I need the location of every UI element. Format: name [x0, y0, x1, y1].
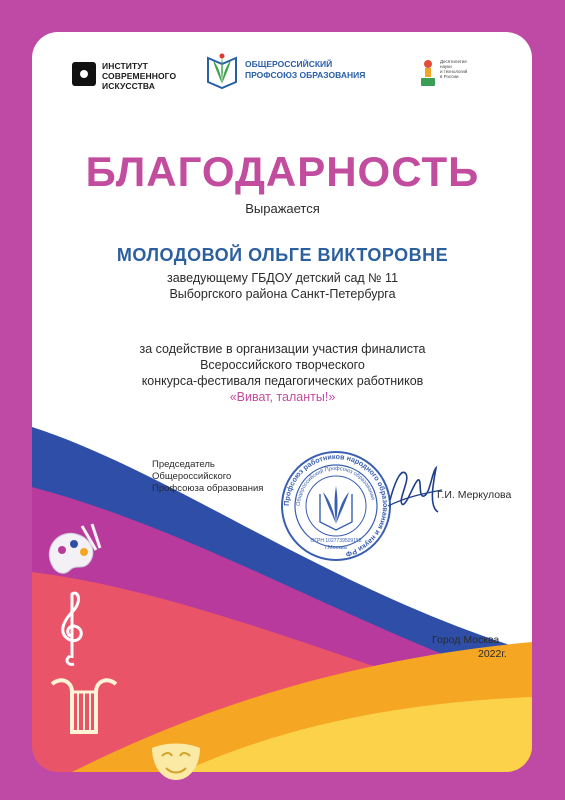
- reason-line: Всероссийского творческого: [200, 358, 365, 372]
- stamp-outer-text: Профсоюз работников народного образования и науки РФ: [281, 451, 391, 559]
- treble-clef-icon: [48, 588, 98, 668]
- institute-logo-line: СОВРЕМЕННОГО: [102, 71, 177, 81]
- stamp-city: г.Москва: [325, 545, 347, 551]
- stamp-ogrn: ОГРН 1027739509158: [310, 538, 362, 544]
- science-decade-line: науки: [440, 64, 452, 69]
- recipient-position: [0, 270, 565, 302]
- signer-role: [152, 459, 292, 495]
- recipient-name: МОЛОДОВОЙ ОЛЬГЕ ВИКТОРОВНЕ: [116, 245, 449, 265]
- handwritten-signature: [384, 460, 444, 520]
- position-line: заведующему ГБДОУ детский сад № 11: [166, 271, 399, 285]
- science-decade-icon: [418, 56, 438, 88]
- reason-line: за содействие в организации участия финалиста: [139, 342, 426, 356]
- union-emblem-icon: [205, 52, 239, 90]
- signer-role-line: Профсоюза образования: [152, 483, 264, 494]
- theater-mask-icon: [148, 742, 204, 782]
- footer-year: 2022г.: [478, 648, 507, 660]
- union-logo-line: ОБЩЕРОССИЙСКИЙ: [245, 59, 333, 69]
- lyre-icon: [42, 672, 122, 742]
- institute-logo-line: ИСКУССТВА: [102, 81, 155, 91]
- union-logo-line: ПРОФСОЮЗ ОБРАЗОВАНИЯ: [245, 69, 366, 80]
- reason-line: конкурса-фестиваля педагогических работников: [141, 374, 424, 388]
- institute-logo-line: ИНСТИТУТ: [102, 61, 148, 71]
- stamp-inner-text: Общероссийский Профсоюз образования: [295, 465, 376, 507]
- official-stamp: [280, 450, 392, 562]
- science-decade-line: и технологий: [440, 69, 468, 74]
- expressed-label: Выражается: [245, 201, 320, 216]
- signer-role-line: Председатель: [152, 459, 215, 470]
- signer-name: Г.И. Меркулова: [437, 489, 512, 501]
- signer-role-line: Общероссийского: [152, 471, 232, 482]
- certificate-title: БЛАГОДАРНОСТЬ: [85, 148, 480, 195]
- footer-city: Город Москва: [432, 634, 500, 646]
- institute-logo-mark: [72, 62, 96, 86]
- science-decade-line: Десятилетие: [440, 59, 467, 64]
- position-line: Выборгского района Санкт-Петербурга: [169, 287, 396, 301]
- reason-text: [0, 341, 565, 405]
- science-decade-line: в России: [440, 74, 459, 79]
- contest-name: «Виват, таланты!»: [229, 390, 336, 404]
- palette-icon: [38, 520, 108, 590]
